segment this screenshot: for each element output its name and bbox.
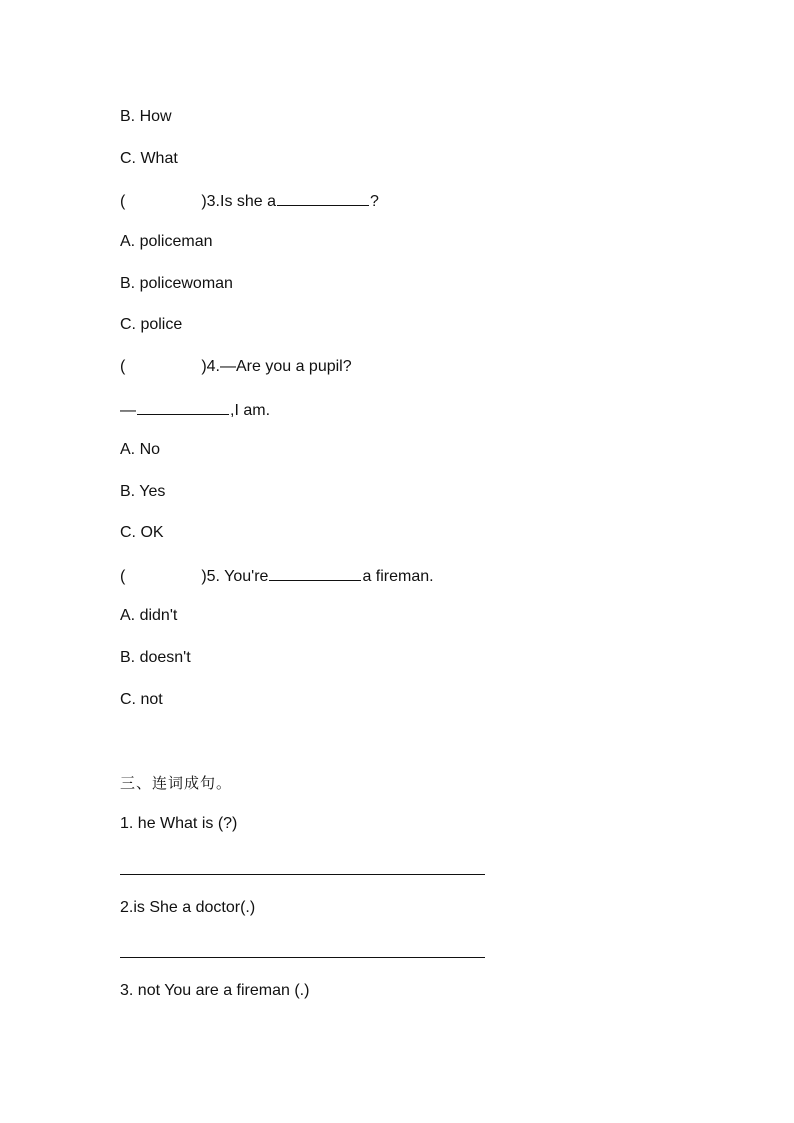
question-5 [120,565,434,587]
question-4-reply [120,399,270,421]
reply-dash: — [120,402,136,419]
question-number: )3. [201,193,220,210]
answer-line-1[interactable] [120,874,485,875]
option-q4-a: A. No [120,441,161,458]
option-q2-c: C. What [120,150,178,167]
option-q2-b: B. How [120,108,172,125]
answer-paren-open: ( [120,358,126,375]
reply-text: ,I am. [230,402,271,419]
question-3 [120,190,379,212]
sentence-item-3: 3. not You are a fireman (.) [120,982,310,999]
question-stem: You're [220,568,269,585]
option-q3-b: B. policewoman [120,275,233,292]
question-4 [120,357,352,377]
answer-paren-open: ( [120,193,126,210]
question-stem: Is she a [220,193,277,210]
option-q3-c: C. police [120,316,183,333]
fill-blank[interactable] [269,565,361,581]
option-q5-b: B. doesn't [120,649,191,666]
option-q5-c: C. not [120,691,163,708]
sentence-item-1: 1. he What is (?) [120,815,238,832]
option-q4-b: B. Yes [120,483,166,500]
question-number: )4. [201,358,220,375]
answer-line-2[interactable] [120,957,485,958]
section-heading: 三、连词成句。 [120,774,233,792]
question-stem-end: ? [370,193,379,210]
question-stem-end: a fireman. [362,568,434,585]
option-q4-c: C. OK [120,524,164,541]
fill-blank[interactable] [277,190,369,206]
option-q3-a: A. policeman [120,233,213,250]
question-number: )5. [201,568,220,585]
option-q5-a: A. didn't [120,607,178,624]
question-stem: —Are you a pupil? [220,358,352,375]
sentence-item-2: 2.is She a doctor(.) [120,899,256,916]
fill-blank[interactable] [137,399,229,415]
answer-paren-open: ( [120,568,126,585]
